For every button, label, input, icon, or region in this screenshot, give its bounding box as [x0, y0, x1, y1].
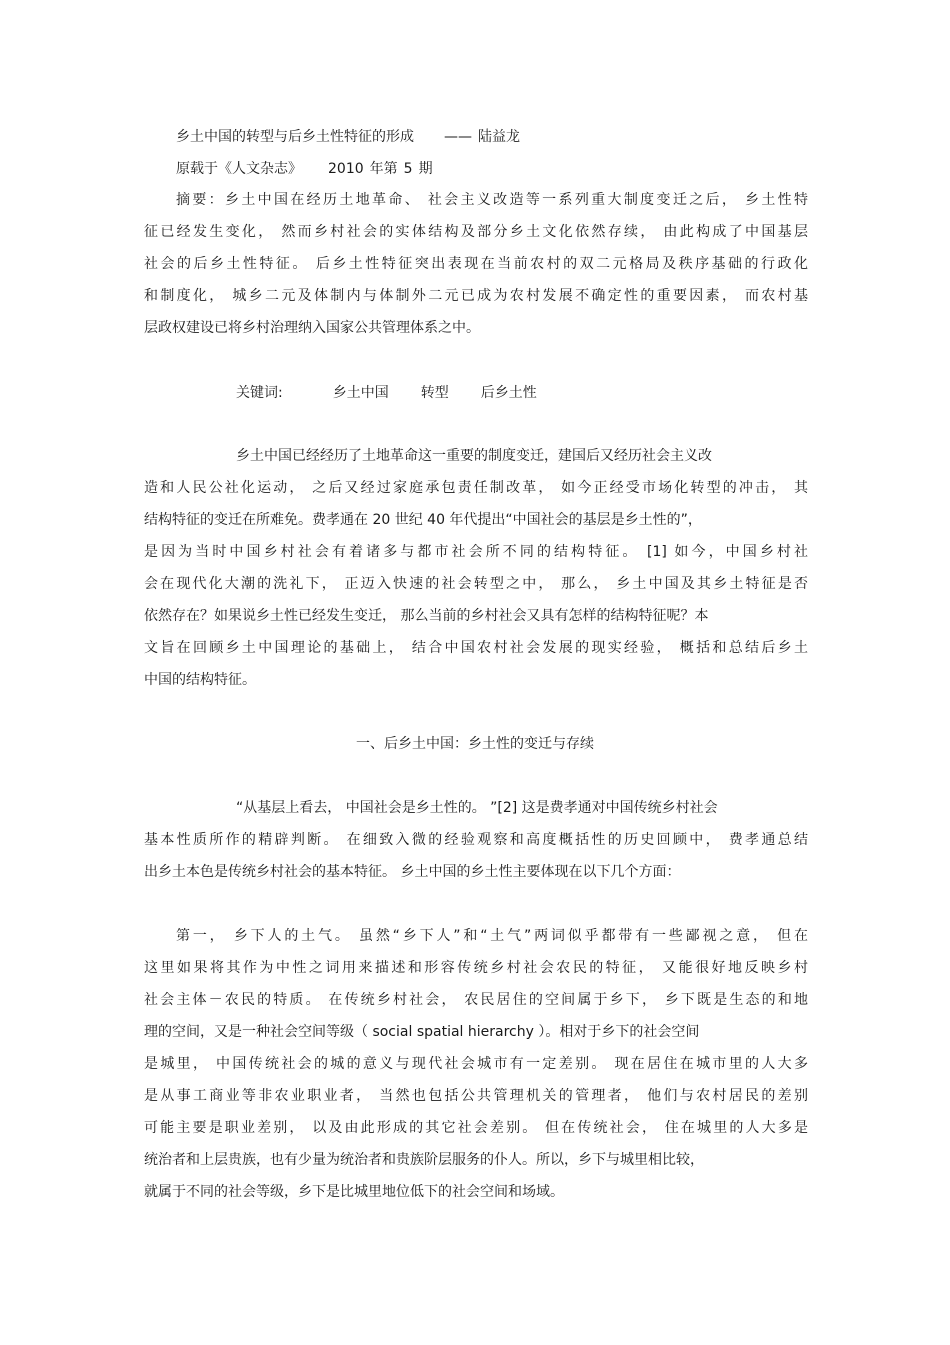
section-heading: 一、后乡土中国：乡土性的变迁与存续 — [356, 736, 594, 752]
section-paragraph-line: 是城里， 中国传统社会的城的意义与现代社会城市有一定差别。 现在居住在城市里的人大多 — [144, 1056, 808, 1072]
source-year: 2010 — [328, 161, 364, 177]
article-author: 陆益龙 — [478, 129, 520, 145]
keywords-label: 关键词: — [236, 385, 283, 401]
keywords-line — [236, 384, 808, 402]
intro-line: 乡土中国已经经历了土地革命这一重要的制度变迁，建国后又经历社会主义改 — [236, 448, 712, 464]
section-paragraph-line: 统治者和上层贵族，也有少量为统治者和贵族阶层服务的仆人。所以，乡下与城里相比较， — [144, 1152, 704, 1168]
keyword: 乡土中国 — [332, 385, 389, 401]
section-paragraph-line: 可能主要是职业差别， 以及由此形成的其它社会差别。 但在传统社会， 住在城里的人大多是 — [144, 1120, 808, 1136]
section-paragraph-line: 理的空间，又是一种社会空间等级（ social spatial hierarchy ）。相对于乡下的社会空间 — [144, 1024, 700, 1040]
intro-line: 文旨在回顾乡土中国理论的基础上， 结合中国农村社会发展的现实经验， 概括和总结后乡土 — [144, 640, 808, 656]
section-paragraph-line: 就属于不同的社会等级，乡下是比城里地位低下的社会空间和场域。 — [144, 1184, 564, 1200]
keyword: 后乡土性 — [480, 385, 537, 401]
source-issue-unit: 期 — [418, 161, 433, 177]
abstract-line: 摘要：乡土中国在经历土地革命、 社会主义改造等一系列重大制度变迁之后， 乡土性特 — [176, 192, 808, 208]
section-paragraph-line: 是从事工商业等非农业职业者， 当然也包括公共管理机关的管理者， 他们与农村居民的差别 — [144, 1088, 808, 1104]
source-issue: 5 — [403, 161, 413, 177]
abstract-line: 社会的后乡土性特征。 后乡土性特征突出表现在当前农村的双二元格局及秩序基础的行政化 — [144, 256, 808, 272]
title-line — [176, 128, 808, 146]
abstract-line: 和制度化， 城乡二元及体制内与体制外二元已成为农村发展不确定性的重要因素， 而农村基 — [144, 288, 808, 304]
abstract-line: 层政权建设已将乡村治理纳入国家公共管理体系之中。 — [144, 320, 480, 336]
keyword: 转型 — [420, 385, 449, 401]
section-paragraph-line: 出乡土本色是传统乡村社会的基本特征。 乡土中国的乡土性主要体现在以下几个方面： — [144, 864, 681, 880]
intro-line: 结构特征的变迁在所难免。费孝通在 20 世纪 40 年代提出“中国社会的基层是乡土性的”， — [144, 512, 702, 528]
article-title: 乡土中国的转型与后乡土性特征的形成 — [176, 129, 414, 145]
abstract-line: 征已经发生变化， 然而乡村社会的实体结构及部分乡土文化依然存续， 由此构成了中国基层 — [144, 224, 808, 240]
source-year-unit: 年第 — [369, 161, 398, 177]
section-paragraph-line: 社会主体－农民的特质。 在传统乡村社会， 农民居住的空间属于乡下， 乡下既是生态的和地 — [144, 992, 808, 1008]
intro-line: 会在现代化大潮的洗礼下， 正迈入快速的社会转型之中， 那么， 乡土中国及其乡土特征是否 — [144, 576, 808, 592]
section-paragraph-line: “从基层上看去， 中国社会是乡土性的。 ”[2] 这是费孝通对中国传统乡村社会 — [236, 800, 718, 816]
intro-line: 中国的结构特征。 — [144, 672, 256, 688]
section-paragraph-line: 基本性质所作的精辟判断。 在细致入微的经验观察和高度概括性的历史回顾中， 费孝通总结 — [144, 832, 808, 848]
source-journal: 原载于《人文杂志》 — [176, 161, 302, 177]
source-line — [176, 160, 808, 178]
section-paragraph-line: 这里如果将其作为中性之词用来描述和形容传统乡村社会农民的特征， 又能很好地反映乡村 — [144, 960, 808, 976]
intro-line: 是因为当时中国乡村社会有着诸多与都市社会所不同的结构特征。 [1] 如今，中国乡村社 — [144, 544, 808, 560]
intro-line: 造和人民公社化运动， 之后又经过家庭承包责任制改革， 如今正经受市场化转型的冲击， 其 — [144, 480, 808, 496]
section-paragraph-line: 第一， 乡下人的土气。 虽然“乡下人”和“土气”两词似乎都带有一些鄙视之意， 但在 — [176, 928, 808, 944]
title-dash: —— — [444, 129, 472, 145]
intro-line: 依然存在？如果说乡土性已经发生变迁， 那么当前的乡村社会又具有怎样的结构特征呢？本 — [144, 608, 709, 624]
